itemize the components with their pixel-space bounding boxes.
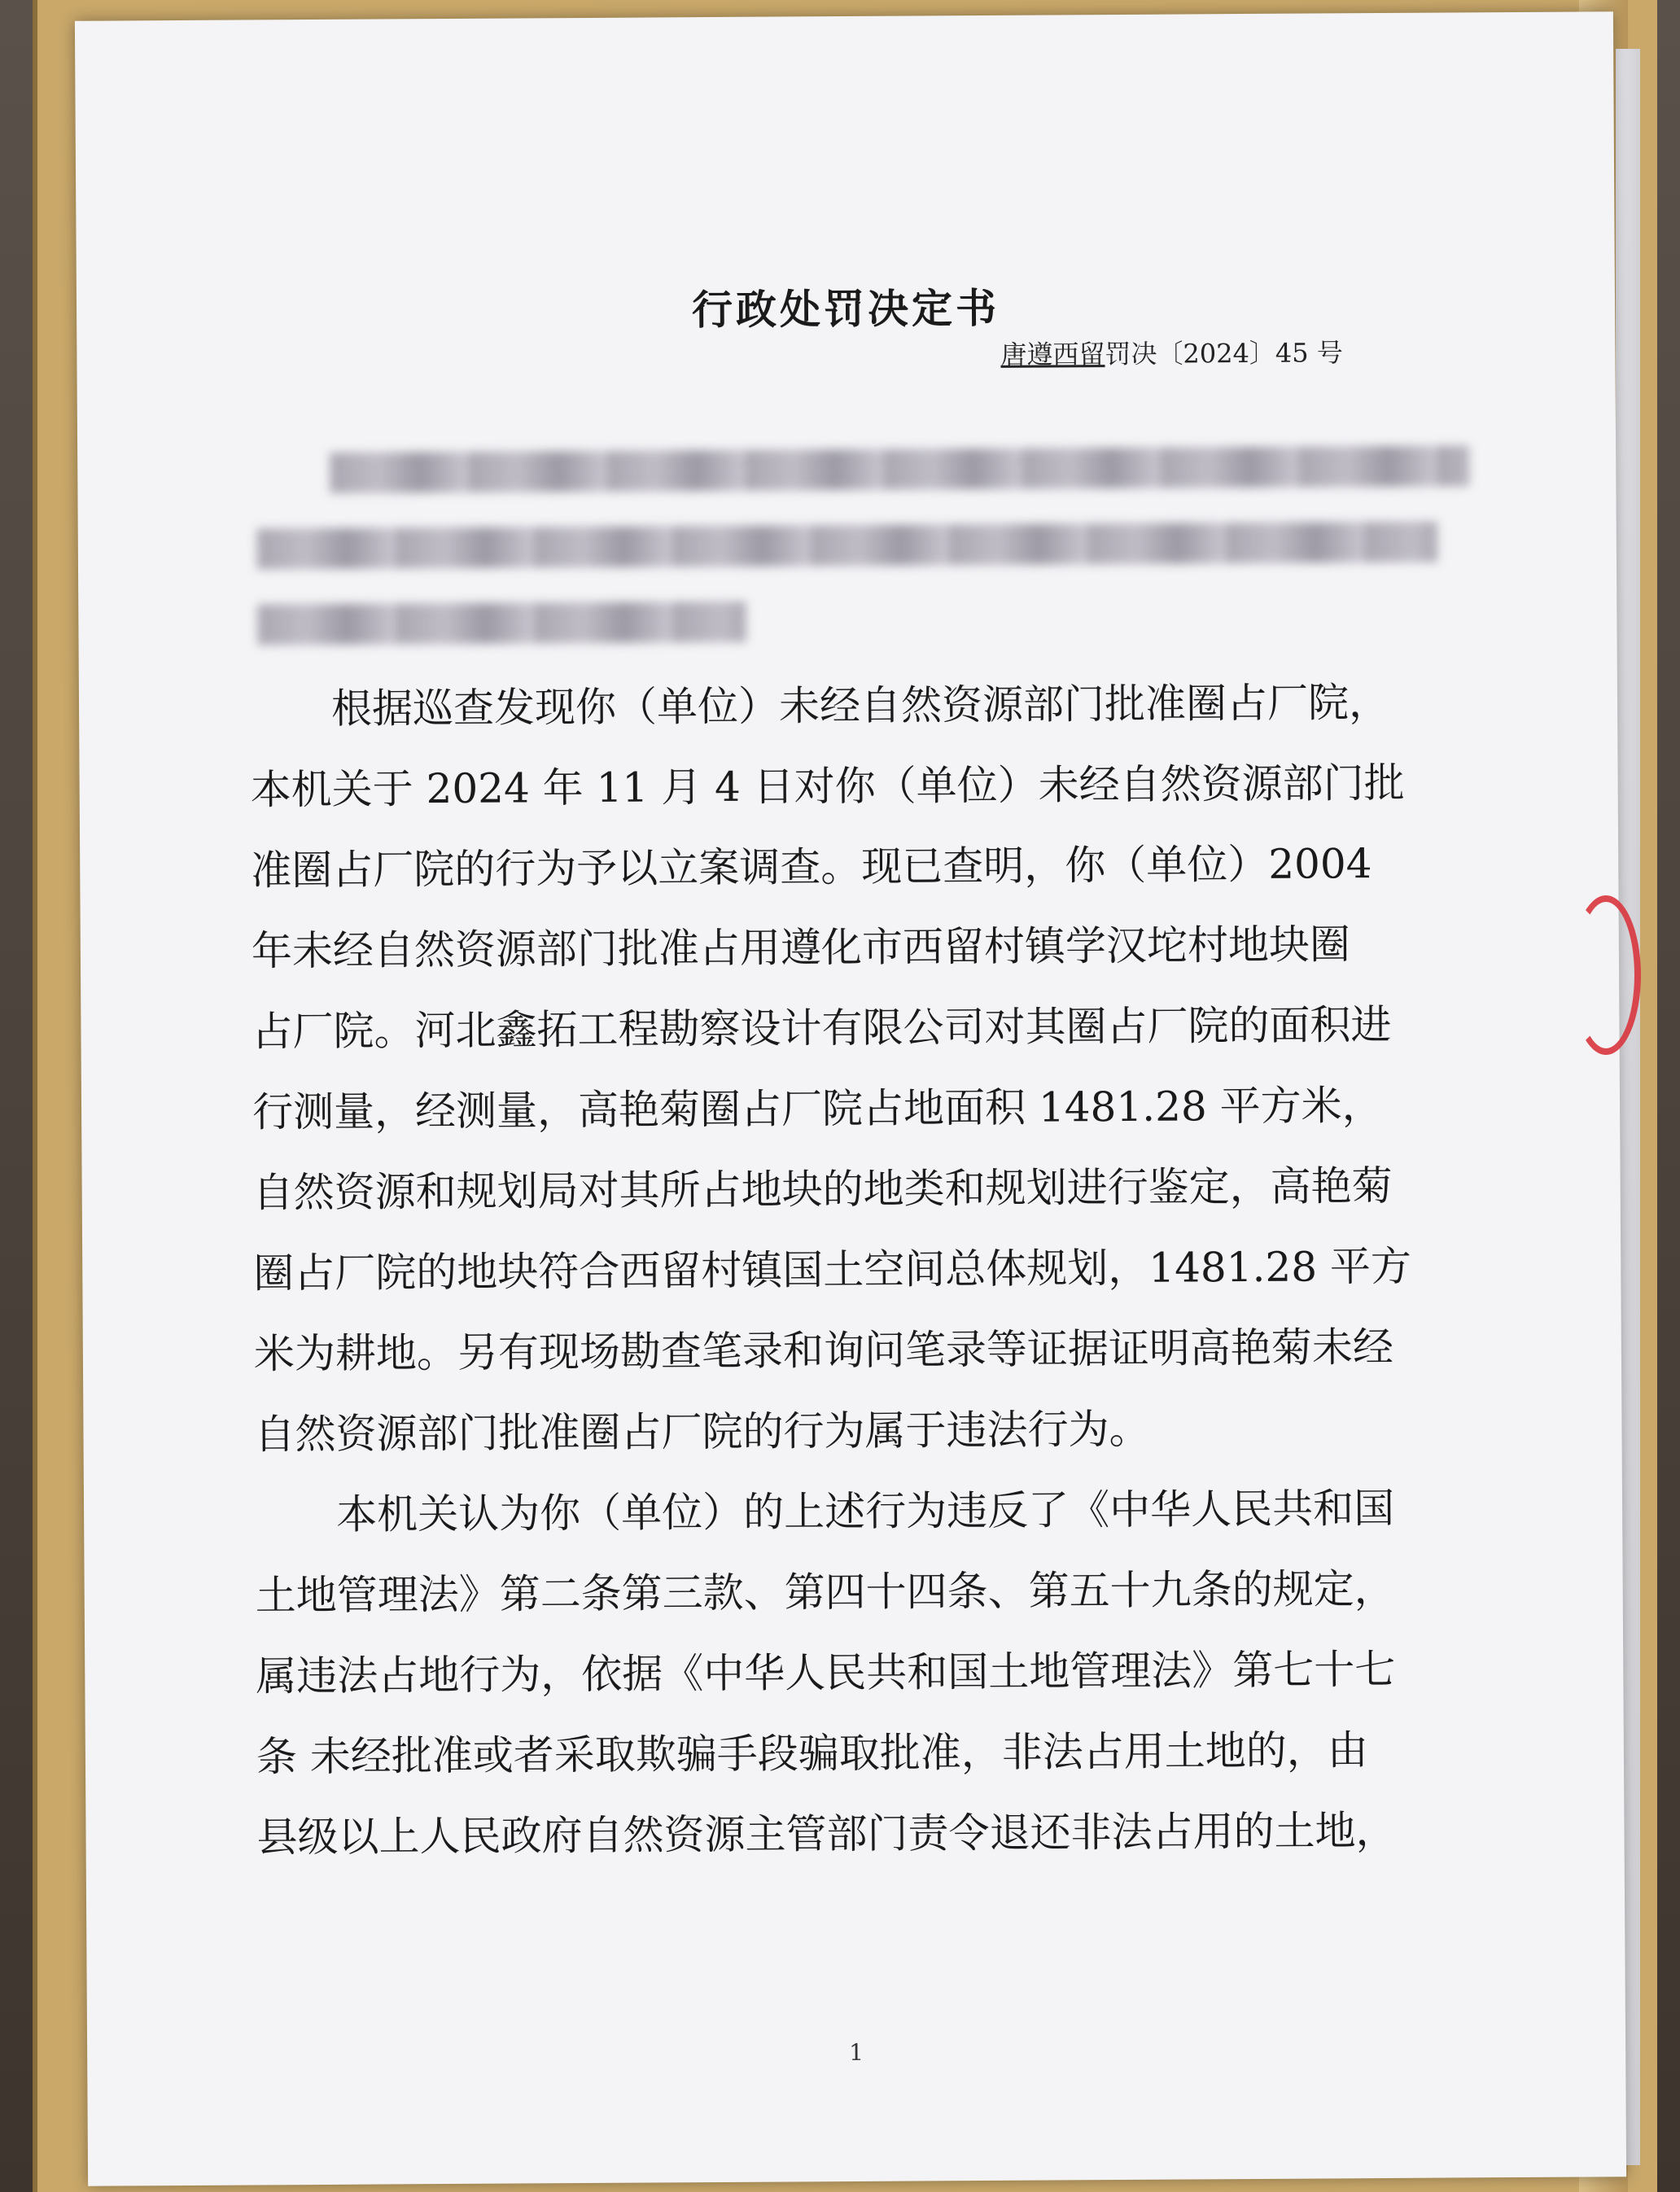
page-number: 1 [849,2038,864,2067]
body-line: 条 未经批准或者采取欺骗手段骗取批准，非法占用土地的，由 [256,1726,1368,1781]
body-line: 本机关于 2024 年 11 月 4 日对你（单位）未经自然资源部门批 [250,759,1405,814]
body-line: 土地管理法》第二条第三款、第四十四条、第五十九条的规定， [255,1564,1395,1620]
body-line: 行测量，经测量，高艳菊圈占厂院占地面积 1481.28 平方米， [252,1082,1383,1136]
body-line: 占厂院。河北鑫拓工程勘察设计有限公司对其圈占厂院的面积进 [252,1000,1392,1056]
document-number-rest: 罚决〔2024〕45 号 [1105,337,1343,370]
redacted-line [257,522,1437,570]
body-line: 属违法占地行为，依据《中华人民共和国土地管理法》第七十七 [256,1645,1396,1700]
red-seal-edge [1571,895,1641,1055]
redacted-line [330,445,1469,493]
document-number [1000,332,1343,372]
body-line: 圈占厂院的地块符合西留村镇国土空间总体规划，1481.28 平方 [253,1242,1412,1297]
document-number-prefix: 唐遵西留 [1000,339,1105,370]
document-page [75,11,1626,2185]
document-body [250,662,1511,1878]
body-line: 米为耕地。另有现场勘查笔录和询问笔录等证据证明高艳菊未经 [253,1323,1394,1378]
document-title: 行政处罚决定书 [691,283,1000,335]
body-line: 根据巡查发现你（单位）未经自然资源部门批准圈占厂院， [249,678,1390,733]
body-line: 本机关认为你（单位）的上述行为违反了《中华人民共和国 [254,1484,1395,1539]
body-line: 县级以上人民政府自然资源主管部门责令退还非法占用的土地， [256,1806,1397,1862]
body-line: 自然资源和规划局对其所占地块的地类和规划进行鉴定，高艳菊 [252,1162,1393,1217]
redacted-line [257,602,746,645]
body-line: 年未经自然资源部门批准占用遵化市西留村镇学汉坨村地块圈 [251,921,1351,975]
body-line: 准圈占厂院的行为予以立案调查。现已查明，你（单位）2004 [251,840,1372,895]
body-line: 自然资源部门批准圈占厂院的行为属于违法行为。 [254,1405,1150,1459]
